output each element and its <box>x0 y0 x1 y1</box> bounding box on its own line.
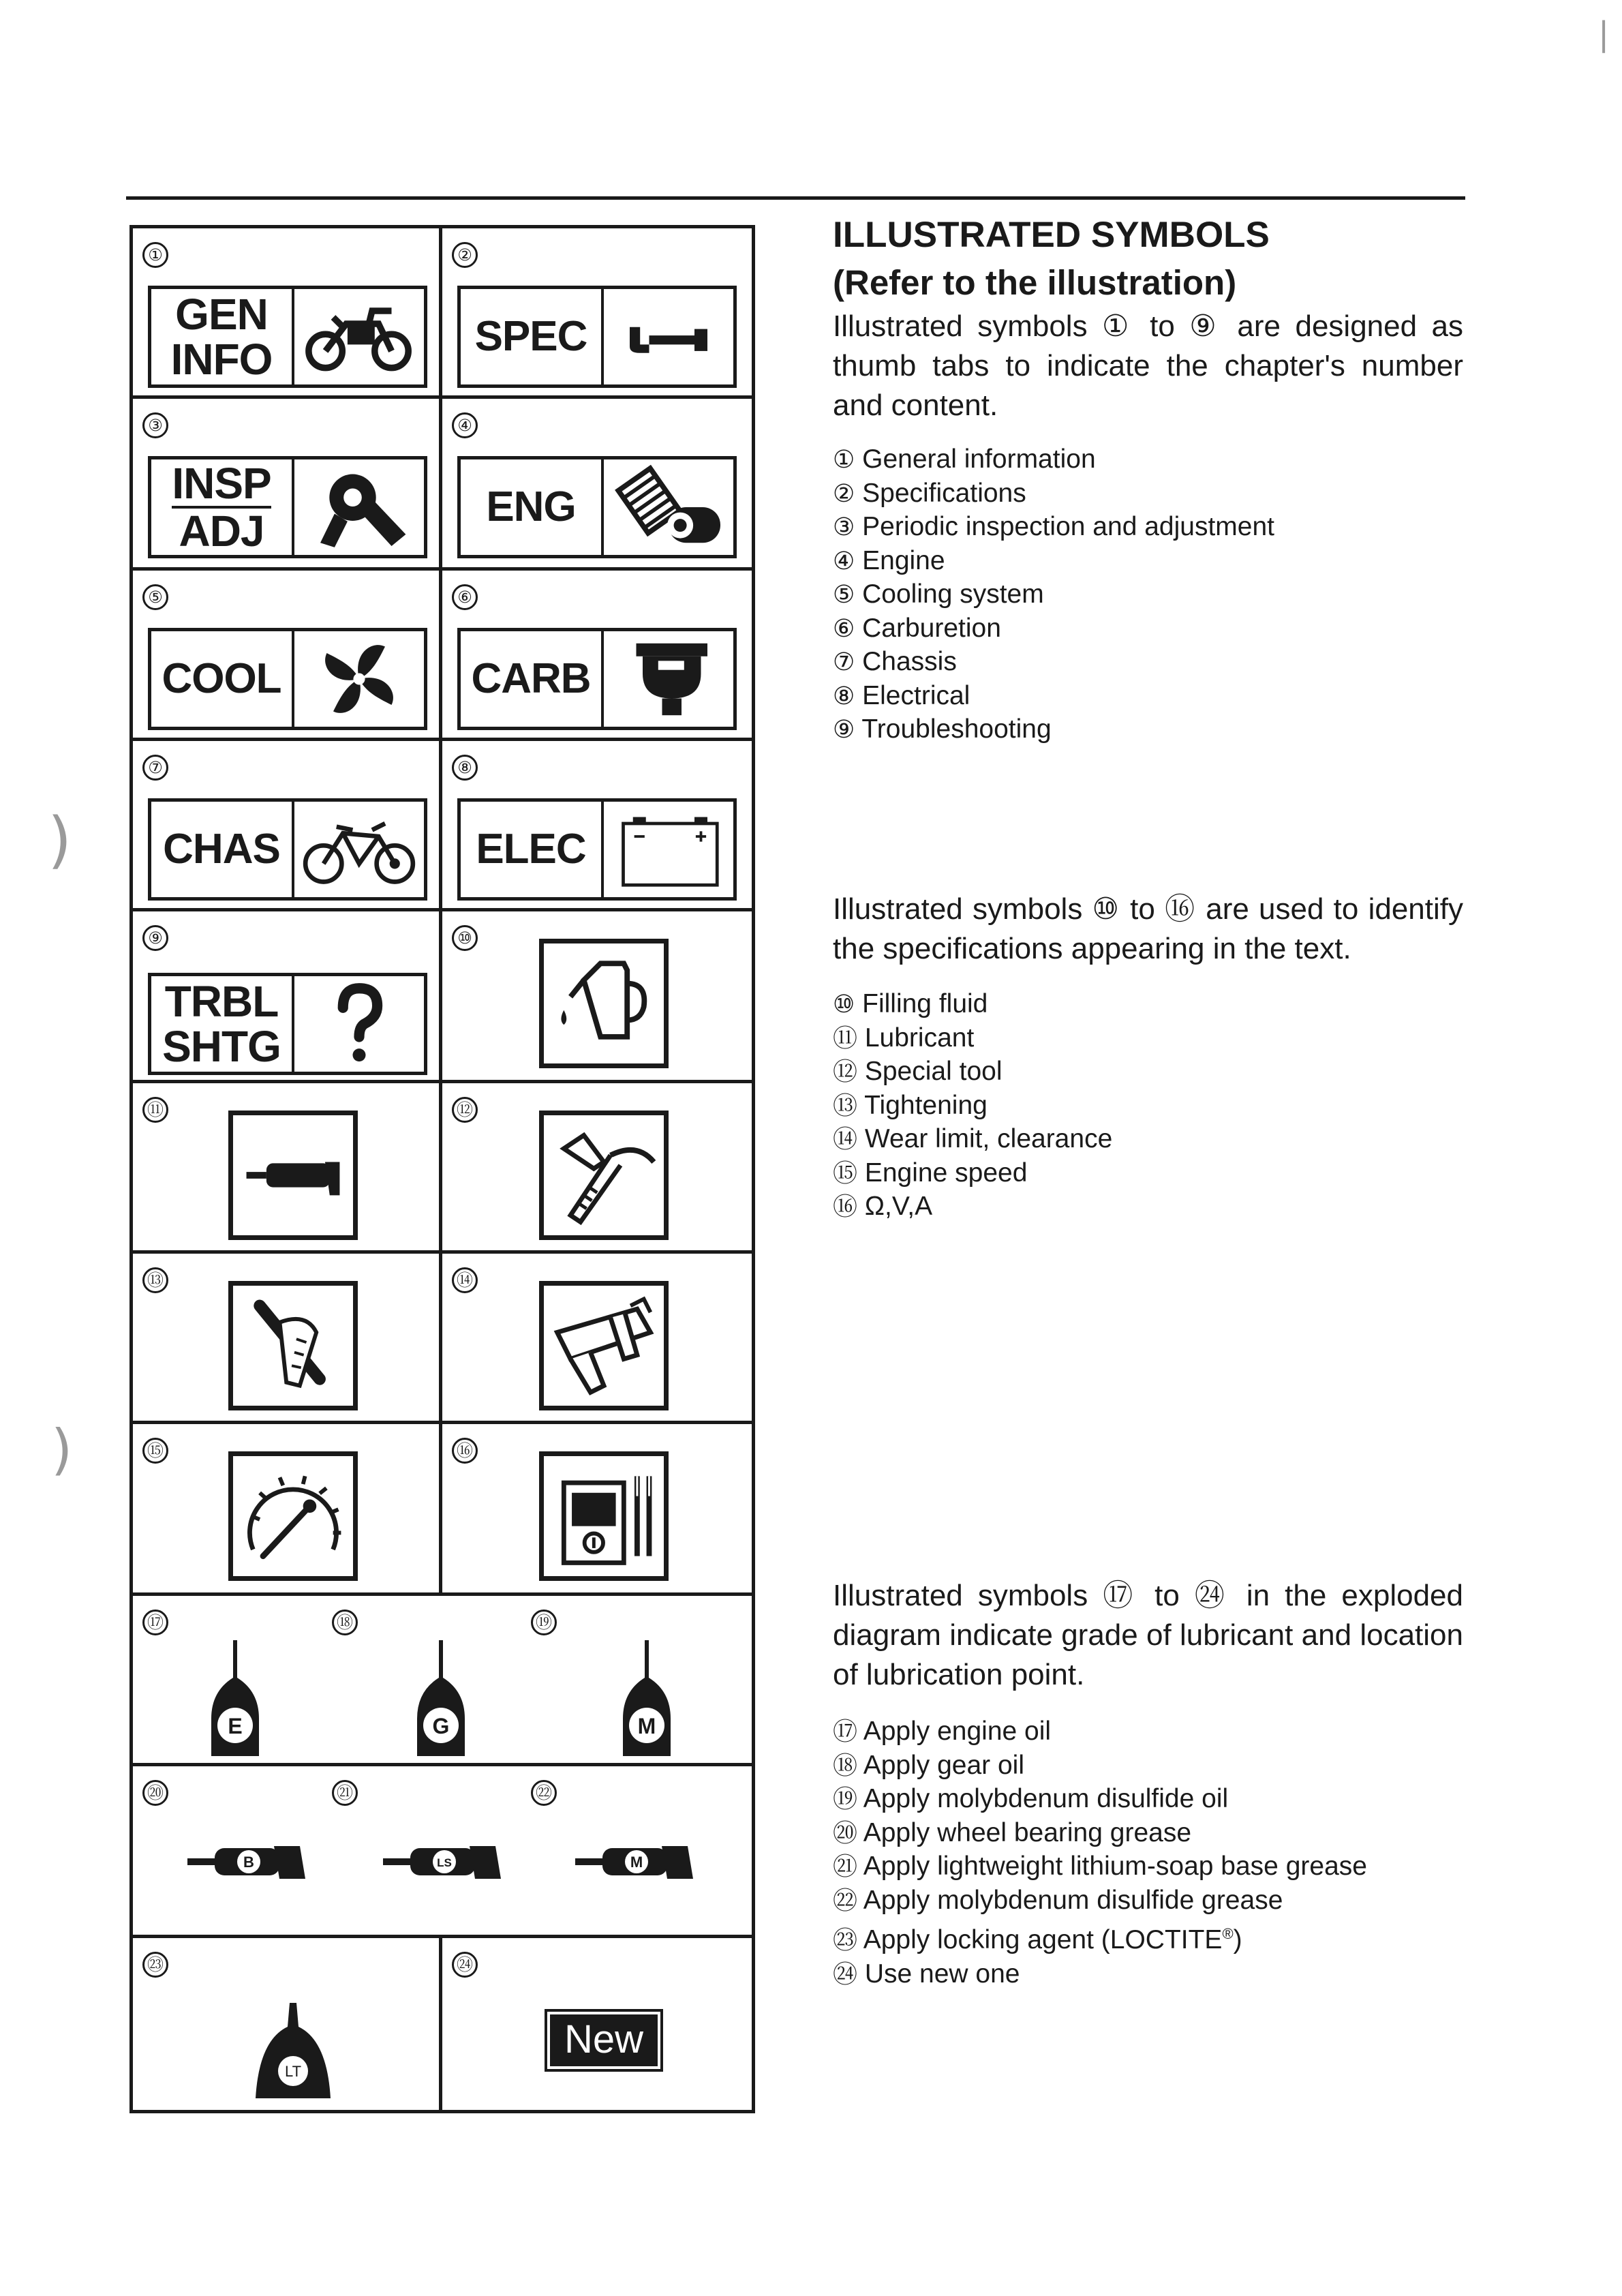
tab-label: CARB <box>461 631 604 727</box>
motorcycle-icon <box>294 289 424 384</box>
oil-bottle-icon <box>204 1637 266 1759</box>
tab-label: CHAS <box>151 802 294 897</box>
tab-label-line1: GEN <box>175 290 268 339</box>
torque-wrench-icon <box>228 1281 358 1410</box>
symbol-cell-8 <box>442 741 752 908</box>
symbol-cell-3 <box>133 399 442 567</box>
symbol-cell-6 <box>442 571 752 738</box>
symbol-cell-19 <box>536 1596 750 1763</box>
oil-bottle-icon <box>410 1637 472 1759</box>
list-item: ⑭ Wear limit, clearance <box>833 1124 1113 1153</box>
list-item: ③ Periodic inspection and adjustment <box>833 512 1274 541</box>
list-item: ⑰ Apply engine oil <box>833 1717 1052 1746</box>
oil-bottle-icon <box>616 1637 677 1759</box>
list-item: ㉒ Apply molybdenum disulfide grease <box>833 1885 1283 1915</box>
grease-tube-icon <box>572 1838 701 1886</box>
top-rule <box>126 196 1465 200</box>
carburetor-icon <box>604 631 733 727</box>
tab-label-line2: SHTG <box>162 1022 281 1071</box>
grid-row-9 <box>133 1596 752 1766</box>
symbol-number: ⑨ <box>142 925 168 951</box>
symbol-cell-24 <box>442 1938 752 2110</box>
list-item: ⑮ Engine speed <box>833 1158 1028 1188</box>
list-item: ⑳ Apply wheel bearing grease <box>833 1817 1192 1847</box>
tab-label: SPEC <box>461 289 604 384</box>
symbol-number: ㉔ <box>452 1952 478 1978</box>
symbol-number: ⑩ <box>452 925 478 951</box>
lubricant-letter: M <box>630 1854 643 1871</box>
bike-frame-icon <box>294 802 424 897</box>
grid-row-6 <box>133 1083 752 1254</box>
wrench-spec-icon <box>604 289 733 384</box>
symbol-cell-1 <box>133 228 442 395</box>
list-item: ⑯ Ω,V,A <box>833 1192 933 1221</box>
symbol-cell-5 <box>133 571 442 738</box>
tab-label-line2: INFO <box>170 335 273 384</box>
symbol-number: ⑰ <box>142 1610 168 1635</box>
multimeter-icon <box>539 1451 669 1581</box>
intro-section <box>833 211 1463 747</box>
symbol-number: ⑱ <box>332 1610 358 1635</box>
symbol-cell-16 <box>442 1424 752 1592</box>
list-item: ② Specifications <box>833 478 1026 508</box>
symbol-cell-9 <box>133 911 442 1080</box>
symbol-cell-14 <box>442 1254 752 1421</box>
thumb-tab-spec <box>457 286 737 388</box>
section1-intro: Illustrated symbols ① to ⑨ are designed as thumb tabs to indicate the chapter's number and content. <box>833 309 1463 422</box>
symbol-number: ⑤ <box>142 584 168 610</box>
list-item: ⑱ Apply gear oil <box>833 1750 1025 1780</box>
symbol-cell-23 <box>133 1938 442 2110</box>
margin-mark-left-low: ) <box>51 1418 73 1481</box>
list-item: ④ Engine <box>833 545 945 575</box>
grid-row-11 <box>133 1938 752 2110</box>
tab-label-line1: TRBL <box>164 977 279 1026</box>
section3-intro: Illustrated symbols ⑰ to ㉔ in the exploded diagram indicate grade of lubricant and location of lubrication point. <box>833 1579 1463 1691</box>
symbol-number: ③ <box>142 412 168 438</box>
grid-row-2 <box>133 399 752 571</box>
page-subtitle: (Refer to the illustration) <box>833 263 1237 302</box>
list-item: ㉔ Use new one <box>833 1959 1020 1989</box>
caliper-icon <box>539 1281 669 1410</box>
symbol-number: ⑭ <box>452 1267 478 1293</box>
symbol-cell-4 <box>442 399 752 567</box>
symbol-number: ⑮ <box>142 1438 168 1464</box>
thumb-tab-elec <box>457 798 737 901</box>
lubricant-letter: M <box>637 1714 656 1738</box>
grid-row-4 <box>133 741 752 911</box>
list-item: ⑦ Chassis <box>833 647 957 676</box>
symbol-number: ⑧ <box>452 755 478 781</box>
symbol-cell-20 <box>133 1766 339 1935</box>
lubricant-letter: LS <box>437 1856 452 1869</box>
symbol-number: ④ <box>452 412 478 438</box>
grid-row-10 <box>133 1766 752 1938</box>
list-item: ⑲ Apply molybdenum disulfide oil <box>833 1784 1229 1813</box>
lubricant-letter: B <box>243 1854 254 1871</box>
symbol-cell-2 <box>442 228 752 395</box>
locking-agent-icon <box>252 1999 334 2102</box>
grid-row-5 <box>133 911 752 1083</box>
section2-list <box>833 988 1463 1224</box>
tab-label: ENG <box>461 459 604 555</box>
thumb-tab-gen-info <box>148 286 427 388</box>
symbol-cell-11 <box>133 1083 442 1250</box>
grid-row-7 <box>133 1254 752 1424</box>
lubricant-letter: E <box>228 1714 243 1738</box>
list-item: ㉓ Apply locking agent (LOCTITE®) <box>833 1925 1242 1954</box>
section2-intro: Illustrated symbols ⑩ to ⑯ are used to identify the specifications appearing in the text. <box>833 892 1463 965</box>
margin-mark-top: | <box>1598 15 1610 53</box>
lubricant-section <box>833 1576 1463 1991</box>
tab-label: COOL <box>151 631 294 727</box>
symbol-number: ② <box>452 242 478 268</box>
grease-tube-icon <box>184 1838 313 1886</box>
symbol-number: ⑲ <box>531 1610 557 1635</box>
symbol-number: ⑬ <box>142 1267 168 1293</box>
wrench-nut-icon <box>294 459 424 555</box>
symbol-number: ㉒ <box>531 1780 557 1806</box>
symbol-cell-7 <box>133 741 442 908</box>
list-item: ① General information <box>833 444 1096 474</box>
thumb-tab-carb <box>457 628 737 730</box>
symbol-grid <box>129 225 755 2113</box>
thumb-tab-cool <box>148 628 427 730</box>
symbol-number: ⑦ <box>142 755 168 781</box>
margin-mark-left: ) <box>48 804 72 876</box>
lubricant-letter: LT <box>284 2063 302 2080</box>
list-item: ⑨ Troubleshooting <box>833 714 1052 744</box>
symbol-number: ① <box>142 242 168 268</box>
symbol-cell-22 <box>536 1766 750 1935</box>
thumb-tab-chas <box>148 798 427 901</box>
thumb-tab-insp-adj <box>148 456 427 558</box>
symbol-number: ⑫ <box>452 1097 478 1123</box>
section1-list <box>833 443 1463 747</box>
list-item: ⑪ Lubricant <box>833 1023 975 1053</box>
list-item: ⑬ Tightening <box>833 1090 988 1120</box>
fan-icon <box>294 631 424 727</box>
special-tool-icon <box>539 1111 669 1240</box>
symbol-cell-13 <box>133 1254 442 1421</box>
symbol-cell-10 <box>442 911 752 1080</box>
battery-icon <box>604 802 733 897</box>
section3-list <box>833 1715 1463 1991</box>
page-title: ILLUSTRATED SYMBOLS <box>833 215 1270 255</box>
symbol-number: ㉑ <box>332 1780 358 1806</box>
symbol-number: ㉓ <box>142 1952 168 1978</box>
tab-label-line1: INSP <box>172 459 271 508</box>
list-item: ⑥ Carburetion <box>833 613 1001 643</box>
symbol-cell-21 <box>339 1766 545 1935</box>
symbol-number: ⑳ <box>142 1780 168 1806</box>
new-part-badge: New <box>545 2009 663 2072</box>
list-item: ⑧ Electrical <box>833 680 970 710</box>
symbol-number: ⑯ <box>452 1438 478 1464</box>
symbol-cell-15 <box>133 1424 442 1592</box>
grease-gun-icon <box>228 1111 358 1240</box>
list-item: ⑤ Cooling system <box>833 579 1044 609</box>
symbol-number: ⑪ <box>142 1097 168 1123</box>
question-icon <box>294 976 424 1072</box>
grid-row-8 <box>133 1424 752 1596</box>
tachometer-icon <box>228 1451 358 1581</box>
oil-can-icon <box>539 939 669 1068</box>
symbol-cell-12 <box>442 1083 752 1250</box>
engine-cylinder-icon <box>604 459 733 555</box>
specs-section <box>833 890 1463 1224</box>
grid-row-3 <box>133 571 752 741</box>
list-item: ㉑ Apply lightweight lithium-soap base grease <box>833 1852 1367 1881</box>
list-item: ⑩ Filling fluid <box>833 989 988 1018</box>
thumb-tab-trbl-shtg <box>148 973 427 1075</box>
grease-tube-icon <box>380 1838 509 1886</box>
list-item: ⑫ Special tool <box>833 1057 1003 1086</box>
symbol-cell-18 <box>339 1596 545 1763</box>
grid-row-1 <box>133 228 752 399</box>
thumb-tab-eng <box>457 456 737 558</box>
symbol-cell-17 <box>133 1596 339 1763</box>
tab-label: ELEC <box>461 802 604 897</box>
symbol-number: ⑥ <box>452 584 478 610</box>
tab-label-line2: ADJ <box>179 507 264 556</box>
lubricant-letter: G <box>432 1714 450 1738</box>
